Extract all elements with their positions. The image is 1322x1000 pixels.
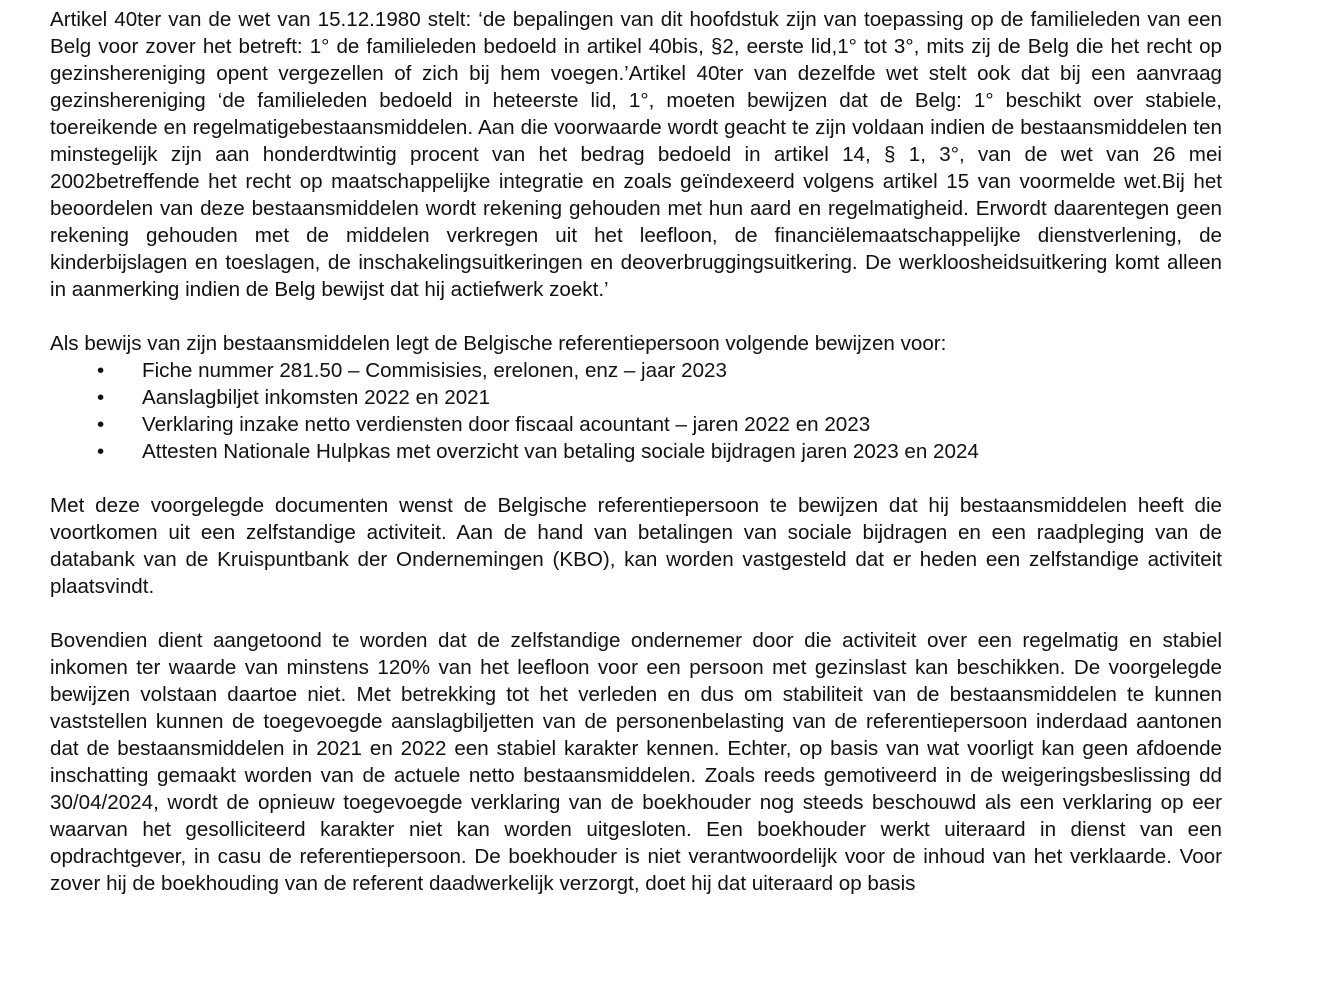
paragraph-spacer <box>50 600 1222 627</box>
bullet-icon: • <box>97 359 105 382</box>
evidence-list <box>50 357 1222 465</box>
list-item-text: Aanslagbiljet inkomsten 2022 en 2021 <box>142 386 491 409</box>
paragraph-stabiel-inkomen: Bovendien dient aangetoond te worden dat de zelfstandige ondernemer door die activiteit over een regelmatig en stabiel inkomen ter waarde van minstens 120% van het leefloon voor een persoon met gezinslast kan beschikken. De voorgelegde bewijzen volstaan daartoe niet. Met betrekking tot het verleden en dus om stabiliteit van de bestaansmiddelen te kunnen vaststellen kunnen de toegevoegde aanslagbiljetten van de personenbelasting van de referentiepersoon inderdaad aantonen dat de bestaansmiddelen in 2021 en 2022 een stabiel karakter kennen. Echter, op basis van wat voorligt kan geen afdoende inschatting gemaakt worden van de actuele netto bestaansmiddelen. Zoals reeds gemotiveerd in de weigeringsbeslissing dd 30/04/2024, wordt de opnieuw toegevoegde verklaring van de boekhouder nog steeds beschouwd als een verklaring op eer waarvan het gesolliciteerd karakter niet kan worden uitgesloten. Een boekhouder werkt uiteraard in dienst van een opdrachtgever, in casu de referentiepersoon. De boekhouder is niet verantwoordelijk voor de inhoud van het verklaarde. Voor zover hij de boekhouding van de referent daadwerkelijk verzorgt, doet hij dat uiteraard op basis <box>50 629 1222 895</box>
list-item <box>50 438 1222 465</box>
document-page <box>50 6 1222 897</box>
paragraph-bewijzen-intro: Als bewijs van zijn bestaansmiddelen legt de Belgische referentiepersoon volgende bewijzen voor: <box>50 332 947 355</box>
list-item-text: Fiche nummer 281.50 – Commisisies, erelonen, enz – jaar 2023 <box>142 359 727 382</box>
list-item <box>50 411 1222 438</box>
paragraph-zelfstandige-activiteit: Met deze voorgelegde documenten wenst de Belgische referentiepersoon te bewijzen dat hij bestaansmiddelen heeft die voortkomen uit een zelfstandige activiteit. Aan de hand van betalingen van sociale bijdragen en een raadpleging van de databank van de Kruispuntbank der Ondernemingen (KBO), kan worden vastgesteld dat er heden een zelfstandige activiteit plaatsvindt. <box>50 494 1222 598</box>
list-item-text: Attesten Nationale Hulpkas met overzicht van betaling sociale bijdragen jaren 2023 en 2024 <box>142 440 979 463</box>
bullet-icon: • <box>97 386 105 409</box>
bullet-icon: • <box>97 413 105 436</box>
bullet-icon: • <box>97 440 105 463</box>
list-item <box>50 357 1222 384</box>
paragraph-spacer <box>50 303 1222 330</box>
list-item <box>50 384 1222 411</box>
list-item-text: Verklaring inzake netto verdiensten door fiscaal acountant – jaren 2022 en 2023 <box>142 413 871 436</box>
paragraph-spacer <box>50 465 1222 492</box>
paragraph-artikel-40ter: Artikel 40ter van de wet van 15.12.1980 stelt: ‘de bepalingen van dit hoofdstuk zijn van toepassing op de familieleden van een Belg voor zover het betreft: 1° de familieleden bedoeld in artikel 40bis, §2, eerste lid,1° tot 3°, mits zij de Belg die het recht op gezinshereniging opent vergezellen of zich bij hem voegen.’Artikel 40ter van dezelfde wet stelt ook dat bij een aanvraag gezinshereniging ‘de familieleden bedoeld in heteerste lid, 1°, moeten bewijzen dat de Belg: 1° beschikt over stabiele, toereikende en regelmatigebestaansmiddelen. Aan die voorwaarde wordt geacht te zijn voldaan indien de bestaansmiddelen ten minstegelijk zijn aan honderdtwintig procent van het bedrag bedoeld in artikel 14, § 1, 3°, van de wet van 26 mei 2002betreffende het recht op maatschappelijke integratie en zoals geïndexeerd volgens artikel 15 van voormelde wet.Bij het beoordelen van deze bestaansmiddelen wordt rekening gehouden met hun aard en regelmatigheid. Erwordt daarentegen geen rekening gehouden met de middelen verkregen uit het leefloon, de financiëlemaatschappelijke dienstverlening, de kinderbijslagen en toeslagen, de inschakelingsuitkeringen en deoverbruggingsuitkering. De werkloosheidsuitkering komt alleen in aanmerking indien de Belg bewijst dat hij actiefwerk zoekt.’ <box>50 8 1222 301</box>
